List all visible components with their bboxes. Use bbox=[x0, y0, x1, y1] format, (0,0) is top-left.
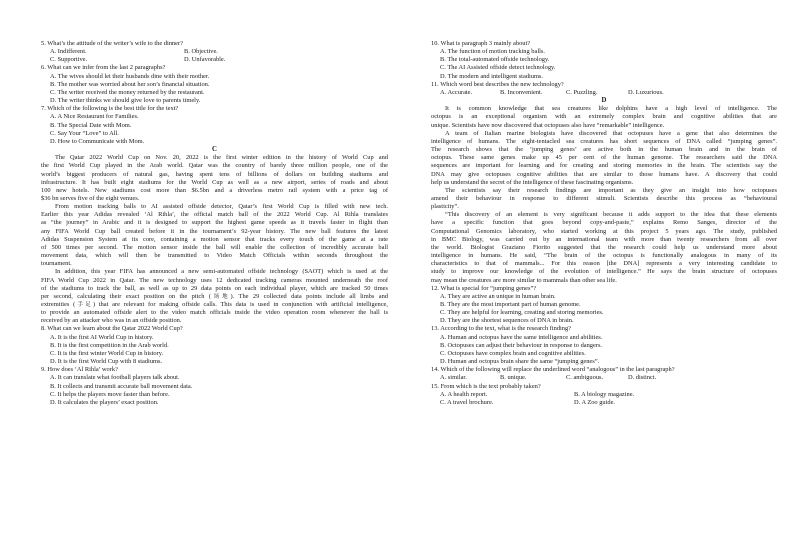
passage-line: The Qatar 2022 World Cup on Nov. 20, 2022 is the first winter edition in the history of World Cup and bbox=[55, 154, 388, 162]
answer-option: B. Inconvenient. bbox=[500, 88, 543, 96]
answer-option: A. Human and octopus have the same intelligence and abilities. bbox=[440, 333, 603, 341]
passage-line: intelligence in humans. He said, “The brain of the octopus is functionally analogous in many of its bbox=[431, 252, 777, 260]
answer-option: A. It can translate what football players talk about. bbox=[50, 374, 180, 382]
answer-option-row bbox=[431, 399, 777, 407]
answer-option: B. Objective. bbox=[184, 48, 218, 56]
passage-line: infrastructure. It has built eight stadiums for the World Cup as well as a new airport, series of roads and about bbox=[41, 178, 388, 186]
answer-option: B. It is the first competition in the Arab world. bbox=[50, 341, 169, 349]
answer-option: B. They are the most important part of human genome. bbox=[440, 301, 581, 308]
passage-line: world’s biggest producers of natural gas, having spent tens of billions of dollars on building stadiums and bbox=[41, 170, 388, 178]
passage-line: In addition, this year FIFA has announced a new semi-automated offside technology (SAOT) which is used at the bbox=[55, 268, 388, 276]
answer-option: C. It is the first winter World Cup in history. bbox=[50, 349, 164, 357]
answer-option-row bbox=[431, 391, 777, 399]
passage-line: It is common knowledge that sea creatures like dolphins have a high level of intelligence. The bbox=[445, 105, 777, 113]
passage-line: the first World Cup played in the Arab world. Qatar was the country of barely three million people, one of the bbox=[41, 162, 388, 170]
passage-line: intelligence of humans. The eight-tentacled sea creatures has short sequences of DNA called “jumping genes”. bbox=[431, 137, 777, 145]
answer-option: A. It is the first AI World Cup in history. bbox=[50, 333, 154, 341]
answer-option-row bbox=[431, 374, 777, 382]
passage-line: the world. Biologist Graziano Fiorito suggested that the research could help us understand more about bbox=[431, 243, 777, 251]
passage-line: movement data, which will then be transmitted to Video Match Officials within seconds throughout the bbox=[41, 252, 388, 260]
passage-line: to provide an automated offside alert to the video match officials inside the video operation room whenever the ball is bbox=[41, 309, 388, 317]
question-stem: 9. How does ‘Al Rihla’ work? bbox=[41, 366, 118, 374]
answer-option: C. The AI Assisted offside detect technology. bbox=[440, 64, 556, 72]
passage-line: unique. Scientists have now discovered that octopuses also have “remarkable” intelligence. bbox=[431, 121, 665, 129]
passage-line: study to improve our knowledge of the evolution of intelligence.” He says the brain structure of octopuses bbox=[431, 268, 777, 276]
passage-line: The scientists say their research findings are important as they give an insight into how octopuses bbox=[445, 186, 777, 194]
right-column bbox=[431, 40, 777, 407]
answer-option: A. They are active an unique in human brain. bbox=[440, 292, 556, 300]
answer-option: C. Say Your “Love” to All. bbox=[50, 129, 119, 137]
question-stem: 13. According to the text, what is the research finding? bbox=[431, 325, 572, 333]
answer-option: A. The function of motion tracking balls. bbox=[440, 48, 545, 56]
question-stem: 15. From which is the text probably taken? bbox=[431, 382, 541, 390]
answer-option: D. They are the shortest sequences of DNA in brain. bbox=[440, 317, 574, 325]
answer-option: D. It calculates the players’ exact position. bbox=[50, 398, 159, 406]
passage-line: octopus. These same genes make up 45 per cent of the human genome. The researchers said the DNA bbox=[431, 154, 777, 162]
answer-option: C. The writer received the money returned by the restaurant. bbox=[50, 88, 205, 96]
passage-line: characteristics to that of mammals... For this reason [the DNA] represents a very interesting candidate to bbox=[431, 260, 777, 268]
answer-option: B. A biology magazine. bbox=[574, 390, 635, 398]
question-stem: 7. Which of the following is the best title for the text? bbox=[41, 105, 179, 113]
passage-line bbox=[41, 293, 388, 301]
passage-line: FIFA World Cup 2022 in Qatar. The new technology uses 12 dedicated tracking cameras mounted underneath the roof bbox=[41, 276, 388, 284]
passage-text: extremities ( bbox=[41, 301, 76, 308]
answer-option: D. Luxurious. bbox=[628, 88, 664, 96]
answer-option: C. They are helpful for learning, creating and storing memories. bbox=[440, 309, 604, 317]
question-stem: 5. What’s the attitude of the writer’s wife to the dinner? bbox=[41, 40, 183, 47]
passage-line: of the stadiums to track the ball, as well as up to 29 data points on each individual player, which are tracked 50 times bbox=[41, 284, 388, 292]
passage-line: tournament. bbox=[41, 260, 72, 268]
passage-line: help us understand the secret of the intelligence of these fascinating organisms. bbox=[431, 178, 634, 186]
passage-line: Computational Genomics laboratory, who started working at this project 5 years ago. The study, published bbox=[431, 227, 777, 235]
answer-option: A. The wives should let their husbands dine with their mother. bbox=[50, 72, 210, 80]
passage-text: per second, calculating their exact position on the pitch ( bbox=[41, 292, 211, 300]
answer-option: B. The Special Date with Mom. bbox=[50, 121, 132, 129]
answer-option: C. Supportive. bbox=[50, 56, 88, 64]
answer-option: A. A Nice Restaurant for Families. bbox=[50, 113, 139, 121]
passage-line bbox=[41, 301, 388, 309]
passage-line: sequences are important for learning and for creating and storing memories in the brain. The scientists say the bbox=[431, 162, 777, 170]
answer-option: C. ambiguous. bbox=[566, 374, 604, 382]
answer-option: D. distinct. bbox=[628, 374, 657, 382]
question-stem: 14. Which of the following will replace the underlined word “analogous” in the last paragraph? bbox=[431, 366, 675, 374]
question-stem: 10. What is paragraph 3 mainly about? bbox=[431, 40, 531, 47]
answer-option: C. It helps the players move faster than before. bbox=[50, 390, 170, 398]
answer-option: D. Human and octopus brain share the same “jumping genes”. bbox=[440, 358, 600, 366]
answer-option: A. Indifferent. bbox=[50, 48, 87, 56]
answer-option: D. A Zoo guide. bbox=[574, 398, 616, 406]
answer-option: D. It is the first World Cup with 8 stadiums. bbox=[50, 358, 163, 366]
passage-line: in BMC Biology, was carried out by an international team with more than twenty researchers from all over bbox=[431, 235, 777, 243]
answer-option: D. The modern and intelligent stadiums. bbox=[440, 72, 544, 80]
answer-option: B. It collects and transmit accurate ball movement data. bbox=[50, 382, 193, 390]
question-stem: 12. What is special for “jumping genes”? bbox=[431, 284, 537, 292]
answer-option-row bbox=[431, 89, 777, 97]
answer-option: C. Puzzling. bbox=[566, 88, 598, 96]
passage-text: ) that are relevant for making offside calls. This data is used in conjunction with artificial intelligence, bbox=[92, 301, 388, 308]
answer-option-row bbox=[41, 56, 388, 64]
passage-line: From motion tracking balls to AI assisted offside detector, Qatar’s first World Cup is filled with new tech. bbox=[55, 203, 388, 211]
passage-line: amend their behaviour in response to different stimuli. Scientists describe this process as “behavioural bbox=[431, 194, 777, 202]
passage-line: may mean the creatures are more similar to mammals than other sea life. bbox=[431, 276, 617, 284]
section-heading: D bbox=[601, 97, 607, 105]
answer-option-row bbox=[41, 48, 388, 56]
answer-option: D. The writer thinks we should give love to parents timely. bbox=[50, 97, 201, 105]
passage-line: as “the journey” in Arabic and it is designed to support the highest game speeds as it travels faster in flight than bbox=[41, 219, 388, 227]
answer-option: B. unique. bbox=[500, 374, 527, 382]
passage-line: received by an attacker who was in an offside position. bbox=[41, 317, 182, 325]
passage-line: The research shows that the ‘jumping genes’ are active both in the human brain and in the brain of bbox=[431, 146, 777, 154]
answer-option: C. Octopuses have complex brain and cognitive abilities. bbox=[440, 349, 586, 357]
passage-line: A team of Italian marine biologists have discovered that octopuses have a gene that also determines the bbox=[445, 129, 777, 137]
passage-line: any FIFA World Cup ball created before it in the tournament’s 92-year history. The new ball features the latest bbox=[41, 227, 388, 235]
section-heading: C bbox=[212, 146, 217, 154]
passage-line: “This discovery of an element is very significant because it adds support to the idea that these elements bbox=[445, 211, 777, 219]
answer-option: A. similar. bbox=[440, 374, 467, 382]
passage-line: Earlier this year Adidas revealed ‘Al Rihla’, the official match ball of the 2022 World Cup. Al Rihla translates bbox=[41, 211, 388, 219]
answer-option: B. The mother was worried about her son’s financial situation. bbox=[50, 80, 210, 88]
answer-option: B. Octopuses can adjust their behaviour in response to dangers. bbox=[440, 341, 603, 349]
passage-line: of 500 times per second. The motion sensor inside the ball will enable the collection of incredibly accurate ball bbox=[41, 243, 388, 251]
passage-line: Adidas Suspension System at its core, containing a motion sensor that tracks every touch of the game at a rate bbox=[41, 235, 388, 243]
passage-line: 100 new hotels. New stadiums cost more than $6.5bn and a driverless metro rail system with a price tag of bbox=[41, 186, 388, 194]
question-stem: 8. What can we learn about the Qatar 2022 World Cup? bbox=[41, 325, 183, 333]
passage-line: $36 bn serves five of the eight venues. bbox=[41, 194, 140, 202]
answer-option: A. Accurate. bbox=[440, 88, 473, 96]
passage-text: ). The 29 collected data points include all limbs and bbox=[230, 292, 388, 300]
passage-line: have a specific function that goes beyond copy-and-paste,” explains Remo Sanges, director of the bbox=[431, 219, 777, 227]
left-column bbox=[41, 40, 388, 407]
answer-option: D. Unfavorable. bbox=[184, 56, 226, 64]
passage-line: octopus is an exceptional organism with an extremely complex brain and cognitive abilities that are bbox=[431, 113, 777, 121]
passage-line: DNA may give octopuses cognitive abilities that are similar to those humans have. A discovery that could bbox=[431, 170, 777, 178]
question-stem: 11. Which word best describes the new technology? bbox=[431, 80, 564, 88]
chinese-gloss: 场地 bbox=[210, 293, 231, 300]
answer-option: B. The total-automated offside technology. bbox=[440, 56, 550, 64]
chinese-gloss: 手足 bbox=[75, 302, 93, 308]
answer-option: A. A health report. bbox=[440, 390, 488, 398]
answer-option: D. How to Communicate with Mom. bbox=[50, 137, 145, 145]
passage-line: plasticity”. bbox=[431, 203, 459, 211]
question-stem: 6. What can we infer from the last 2 paragraphs? bbox=[41, 64, 166, 72]
answer-option: C. A travel brochure. bbox=[440, 398, 494, 406]
